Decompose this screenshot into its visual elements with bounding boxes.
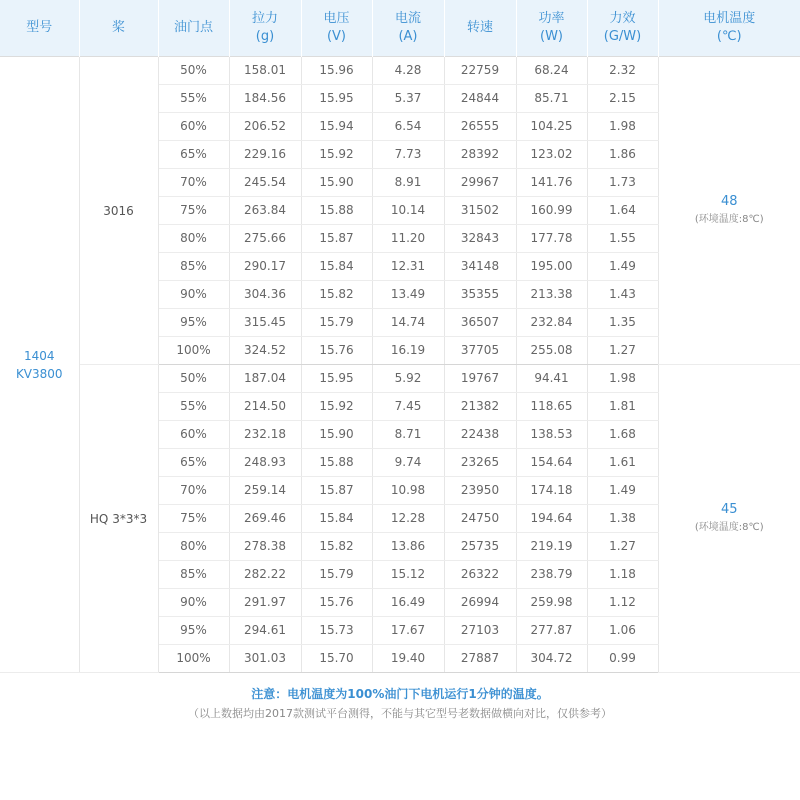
motor-temp-value: 45 <box>720 501 738 517</box>
data-cell: 0.99 <box>587 645 658 673</box>
data-cell: 70% <box>158 477 229 505</box>
data-cell: 1.64 <box>587 197 658 225</box>
data-cell: 238.79 <box>516 561 587 589</box>
data-cell: 24844 <box>444 85 516 113</box>
data-cell: 304.72 <box>516 645 587 673</box>
data-cell: 68.24 <box>516 57 587 85</box>
data-cell: 1.12 <box>587 589 658 617</box>
data-cell: 15.76 <box>301 589 372 617</box>
data-cell: 24750 <box>444 505 516 533</box>
data-cell: 248.93 <box>229 449 301 477</box>
data-cell: 8.91 <box>372 169 444 197</box>
column-header-unit: (V) <box>326 29 347 44</box>
model-cell <box>0 57 79 673</box>
data-cell: 1.27 <box>587 337 658 365</box>
data-cell: 269.46 <box>229 505 301 533</box>
data-cell: 5.37 <box>372 85 444 113</box>
ambient-temp-note: (环境温度:8℃) <box>694 213 764 225</box>
column-header <box>587 0 658 57</box>
data-cell: 255.08 <box>516 337 587 365</box>
data-cell: 15.92 <box>301 393 372 421</box>
data-cell: 100% <box>158 645 229 673</box>
data-cell: 85.71 <box>516 85 587 113</box>
table-row <box>0 365 800 393</box>
data-cell: 158.01 <box>229 57 301 85</box>
data-cell: 23950 <box>444 477 516 505</box>
data-cell: 229.16 <box>229 141 301 169</box>
data-cell: 11.20 <box>372 225 444 253</box>
data-cell: 65% <box>158 141 229 169</box>
data-cell: 15.87 <box>301 225 372 253</box>
column-header-label: 拉力 <box>251 11 278 26</box>
data-cell: 214.50 <box>229 393 301 421</box>
column-header-unit: (G/W) <box>603 29 642 44</box>
column-header-unit: (℃) <box>716 29 742 44</box>
data-cell: 195.00 <box>516 253 587 281</box>
column-header-label: 油门点 <box>173 20 213 35</box>
data-cell: 15.82 <box>301 281 372 309</box>
data-cell: 22759 <box>444 57 516 85</box>
data-cell: 15.88 <box>301 197 372 225</box>
data-cell: 25735 <box>444 533 516 561</box>
data-cell: 85% <box>158 561 229 589</box>
data-cell: 184.56 <box>229 85 301 113</box>
data-cell: 2.32 <box>587 57 658 85</box>
data-cell: 177.78 <box>516 225 587 253</box>
column-header-unit: (g) <box>255 29 275 44</box>
data-cell: 15.90 <box>301 421 372 449</box>
data-cell: 1.98 <box>587 113 658 141</box>
data-cell: 277.87 <box>516 617 587 645</box>
data-cell: 15.79 <box>301 309 372 337</box>
data-cell: 291.97 <box>229 589 301 617</box>
column-header-unit: (A) <box>398 29 418 44</box>
data-cell: 213.38 <box>516 281 587 309</box>
data-cell: 15.12 <box>372 561 444 589</box>
footnote-main: 注意：电机温度为100%油门下电机运行1分钟的温度。 <box>251 687 549 701</box>
data-cell: 12.31 <box>372 253 444 281</box>
data-cell: 1.81 <box>587 393 658 421</box>
footnote-sub: （以上数据均由2017款测试平台测得，不能与其它型号老数据做横向对比，仅供参考） <box>188 707 612 720</box>
motor-temp-cell <box>658 57 800 365</box>
data-cell: 174.18 <box>516 477 587 505</box>
data-cell: 259.14 <box>229 477 301 505</box>
data-cell: 14.74 <box>372 309 444 337</box>
data-cell: 15.82 <box>301 533 372 561</box>
data-cell: 80% <box>158 533 229 561</box>
data-cell: 34148 <box>444 253 516 281</box>
column-header <box>301 0 372 57</box>
data-cell: 15.90 <box>301 169 372 197</box>
data-cell: 8.71 <box>372 421 444 449</box>
data-cell: 282.22 <box>229 561 301 589</box>
data-cell: 95% <box>158 309 229 337</box>
data-cell: 17.67 <box>372 617 444 645</box>
data-cell: 26322 <box>444 561 516 589</box>
data-cell: 29967 <box>444 169 516 197</box>
data-cell: 1.68 <box>587 421 658 449</box>
data-cell: 290.17 <box>229 253 301 281</box>
data-cell: 55% <box>158 393 229 421</box>
data-cell: 15.88 <box>301 449 372 477</box>
data-cell: 219.19 <box>516 533 587 561</box>
column-header-label: 型号 <box>26 20 53 35</box>
data-cell: 118.65 <box>516 393 587 421</box>
data-cell: 194.64 <box>516 505 587 533</box>
data-cell: 12.28 <box>372 505 444 533</box>
data-cell: 10.98 <box>372 477 444 505</box>
column-header <box>0 0 79 57</box>
data-cell: 263.84 <box>229 197 301 225</box>
column-header <box>229 0 301 57</box>
data-cell: 187.04 <box>229 365 301 393</box>
data-cell: 15.73 <box>301 617 372 645</box>
data-cell: 27103 <box>444 617 516 645</box>
data-cell: 1.73 <box>587 169 658 197</box>
data-cell: 304.36 <box>229 281 301 309</box>
data-cell: 31502 <box>444 197 516 225</box>
data-cell: 1.49 <box>587 253 658 281</box>
data-cell: 19767 <box>444 365 516 393</box>
column-header <box>79 0 158 57</box>
model-kv: KV3800 <box>15 366 63 381</box>
data-cell: 154.64 <box>516 449 587 477</box>
header-row <box>0 0 800 57</box>
data-cell: 1.06 <box>587 617 658 645</box>
ambient-temp-note: (环境温度:8℃) <box>694 521 764 533</box>
data-cell: 28392 <box>444 141 516 169</box>
data-cell: 15.84 <box>301 253 372 281</box>
prop-cell: HQ 3*3*3 <box>79 365 158 673</box>
column-header <box>658 0 800 57</box>
data-cell: 160.99 <box>516 197 587 225</box>
data-cell: 1.61 <box>587 449 658 477</box>
motor-temp-value: 48 <box>720 193 738 209</box>
data-cell: 1.55 <box>587 225 658 253</box>
data-cell: 32843 <box>444 225 516 253</box>
data-cell: 1.43 <box>587 281 658 309</box>
data-cell: 26555 <box>444 113 516 141</box>
column-header-unit: (W) <box>540 29 563 44</box>
data-cell: 15.92 <box>301 141 372 169</box>
model-name: 1404 <box>23 348 55 363</box>
data-cell: 15.96 <box>301 57 372 85</box>
data-cell: 324.52 <box>229 337 301 365</box>
data-cell: 232.84 <box>516 309 587 337</box>
data-cell: 13.49 <box>372 281 444 309</box>
data-cell: 15.95 <box>301 85 372 113</box>
data-cell: 37705 <box>444 337 516 365</box>
data-cell: 10.14 <box>372 197 444 225</box>
data-cell: 60% <box>158 421 229 449</box>
data-cell: 123.02 <box>516 141 587 169</box>
data-cell: 95% <box>158 617 229 645</box>
data-cell: 141.76 <box>516 169 587 197</box>
data-cell: 206.52 <box>229 113 301 141</box>
data-cell: 90% <box>158 281 229 309</box>
column-header <box>444 0 516 57</box>
data-cell: 16.19 <box>372 337 444 365</box>
data-cell: 94.41 <box>516 365 587 393</box>
data-cell: 1.18 <box>587 561 658 589</box>
data-cell: 65% <box>158 449 229 477</box>
data-cell: 50% <box>158 365 229 393</box>
data-cell: 301.03 <box>229 645 301 673</box>
data-cell: 259.98 <box>516 589 587 617</box>
data-cell: 26994 <box>444 589 516 617</box>
data-cell: 15.84 <box>301 505 372 533</box>
data-cell: 21382 <box>444 393 516 421</box>
column-header <box>158 0 229 57</box>
data-cell: 35355 <box>444 281 516 309</box>
data-cell: 5.92 <box>372 365 444 393</box>
table-row <box>0 57 800 85</box>
data-cell: 23265 <box>444 449 516 477</box>
data-cell: 70% <box>158 169 229 197</box>
column-header-label: 转速 <box>466 20 493 35</box>
data-cell: 1.49 <box>587 477 658 505</box>
data-cell: 7.45 <box>372 393 444 421</box>
data-cell: 1.86 <box>587 141 658 169</box>
data-cell: 50% <box>158 57 229 85</box>
data-cell: 22438 <box>444 421 516 449</box>
data-cell: 7.73 <box>372 141 444 169</box>
prop-cell: 3016 <box>79 57 158 365</box>
data-cell: 55% <box>158 85 229 113</box>
column-header-label: 电流 <box>394 11 421 26</box>
data-cell: 294.61 <box>229 617 301 645</box>
footnote <box>0 684 800 724</box>
data-cell: 15.76 <box>301 337 372 365</box>
data-cell: 138.53 <box>516 421 587 449</box>
data-cell: 27887 <box>444 645 516 673</box>
data-cell: 245.54 <box>229 169 301 197</box>
data-cell: 315.45 <box>229 309 301 337</box>
data-cell: 36507 <box>444 309 516 337</box>
data-cell: 2.15 <box>587 85 658 113</box>
motor-temp-cell <box>658 365 800 673</box>
column-header-label: 桨 <box>111 20 125 35</box>
data-cell: 90% <box>158 589 229 617</box>
data-cell: 1.35 <box>587 309 658 337</box>
data-cell: 9.74 <box>372 449 444 477</box>
data-cell: 75% <box>158 197 229 225</box>
data-cell: 60% <box>158 113 229 141</box>
column-header <box>372 0 444 57</box>
data-cell: 15.70 <box>301 645 372 673</box>
data-cell: 4.28 <box>372 57 444 85</box>
column-header-label: 力效 <box>609 11 636 26</box>
data-cell: 80% <box>158 225 229 253</box>
table-body <box>0 57 800 673</box>
data-cell: 15.79 <box>301 561 372 589</box>
data-cell: 232.18 <box>229 421 301 449</box>
data-cell: 1.27 <box>587 533 658 561</box>
data-cell: 85% <box>158 253 229 281</box>
data-cell: 13.86 <box>372 533 444 561</box>
column-header-label: 电机温度 <box>703 11 756 26</box>
data-cell: 15.95 <box>301 365 372 393</box>
data-cell: 278.38 <box>229 533 301 561</box>
data-cell: 75% <box>158 505 229 533</box>
data-cell: 275.66 <box>229 225 301 253</box>
data-cell: 100% <box>158 337 229 365</box>
data-cell: 1.98 <box>587 365 658 393</box>
data-cell: 6.54 <box>372 113 444 141</box>
table-header <box>0 0 800 57</box>
data-cell: 1.38 <box>587 505 658 533</box>
column-header-label: 电压 <box>323 11 350 26</box>
column-header-label: 功率 <box>538 11 565 26</box>
data-cell: 15.87 <box>301 477 372 505</box>
column-header <box>516 0 587 57</box>
data-cell: 104.25 <box>516 113 587 141</box>
data-cell: 15.94 <box>301 113 372 141</box>
data-cell: 19.40 <box>372 645 444 673</box>
data-cell: 16.49 <box>372 589 444 617</box>
